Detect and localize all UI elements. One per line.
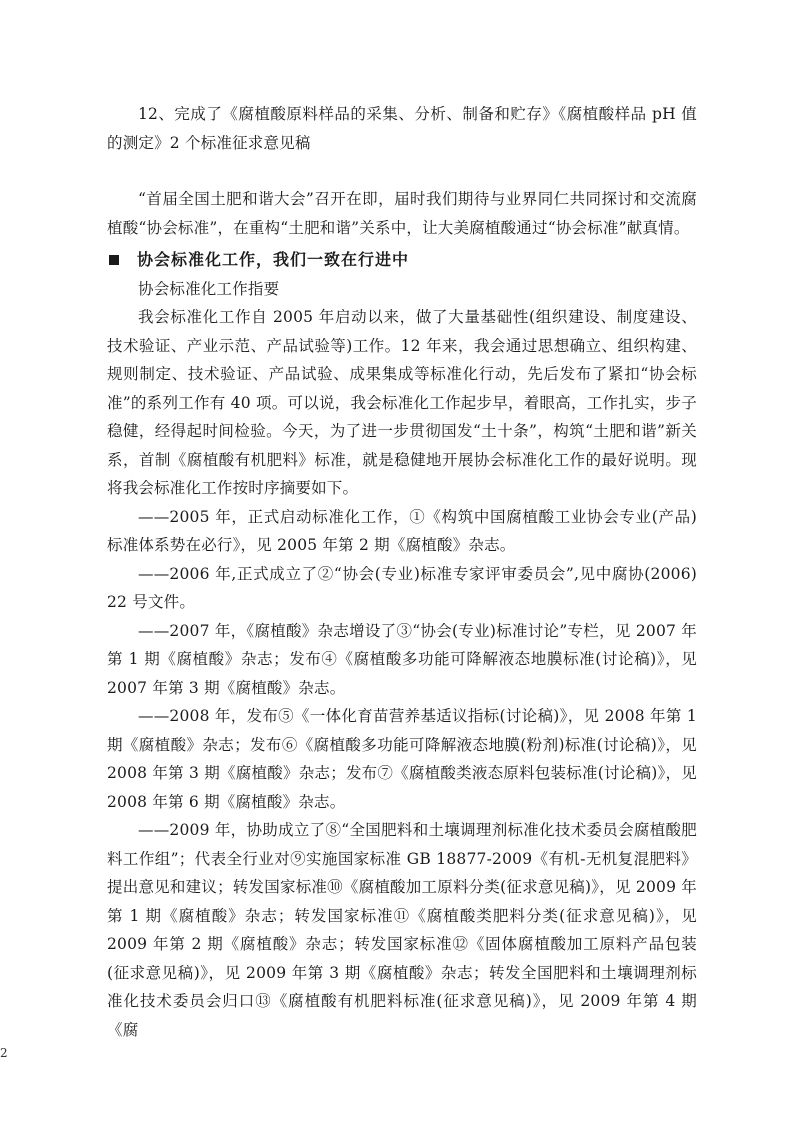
square-bullet-icon xyxy=(109,255,119,265)
subheading: 协会标准化工作指要 xyxy=(138,279,280,298)
paragraph-2006: ——2006 年,正式成立了②“协会(专业)标准专家评审委员会”,见中腐协(2006) 22 号文件。 xyxy=(107,564,697,611)
paragraph-2007: ——2007 年，《腐植酸》杂志增设了③“协会(专业)标准讨论”专栏，见 2007 年第 1 期《腐植酸》杂志；发布④《腐植酸多功能可降解液态地膜标准(讨论稿)》，见 2007 年第 3 期《腐植酸》杂志。 xyxy=(107,621,697,697)
paragraph-conference-invite: “首届全国土肥和谐大会”召开在即，届时我们期待与业界同仁共同探讨和交流腐植酸“协会标准”，在重构“土肥和谐”关系中，让大美腐植酸通过“协会标准”献真情。 xyxy=(107,190,697,237)
paragraph-2009: ——2009 年，协助成立了⑧“全国肥料和土壤调理剂标准化技术委员会腐植酸肥料工作组”；代表全行业对⑨实施国家标准 GB 18877-2009《有机-无机复混肥料》提出意见和建议；转发国家标准⑩《腐植酸加工原料分类(征求意见稿)》，见 2009 年第 1 期《腐植酸》杂志；转发国家标准⑪《腐植酸类肥料分类(征求意见稿)》，见 2009 年第 2 期《腐植酸》杂志；转发国家标准⑫《固体腐植酸加工原料产品包装(征求意见稿)》，见 2009 年第 3 期《腐植酸》杂志；转发全国肥料和土壤调理剂标准化技术委员会归口⑬《腐植酸有机肥料标准(征求意见稿)》，见 2009 年第 4 期《腐 xyxy=(107,821,697,1039)
page-number: 2 xyxy=(0,1046,8,1060)
section-heading-text: 协会标准化工作，我们一致在行进中 xyxy=(137,250,410,269)
paragraph-item-12: 12、完成了《腐植酸原料样品的采集、分析、制备和贮存》《腐植酸样品 pH 值的测定》2 个标准征求意见稿 xyxy=(107,105,697,152)
paragraph-2005: ——2005 年，正式启动标准化工作，①《构筑中国腐植酸工业协会专业(产品)标准体系势在必行》，见 2005 年第 2 期《腐植酸》杂志。 xyxy=(107,507,697,554)
section-heading xyxy=(107,246,697,275)
paragraph-2008: ——2008 年，发布⑤《一体化育苗营养基适议指标(讨论稿)》，见 2008 年第 1 期《腐植酸》杂志；发布⑥《腐植酸多功能可降解液态地膜(粉剂)标准(讨论稿)》，见 2008 年第 3 期《腐植酸》杂志；发布⑦《腐植酸类液态原料包装标准(讨论稿)》，见 2008 年第 6 期《腐植酸》杂志。 xyxy=(107,707,697,811)
page-content xyxy=(107,100,697,1044)
paragraph-intro: 我会标准化工作自 2005 年启动以来，做了大量基础性(组织建设、制度建设、技术验证、产业示范、产品试验等)工作。12 年来，我会通过思想确立、组织构建、规则制定、技术验证、产品试验、成果集成等标准化行动，先后发布了紧扣“协会标准”的系列工作有 40 项。可以说，我会标准化工作起步早，着眼高，工作扎实，步子稳健，经得起时间检验。今天，为了进一步贯彻国发“土十条”，构筑“土肥和谐”新关系，首制《腐植酸有机肥料》标准，就是稳健地开展协会标准化工作的最好说明。现将我会标准化工作按时序摘要如下。 xyxy=(107,308,697,497)
